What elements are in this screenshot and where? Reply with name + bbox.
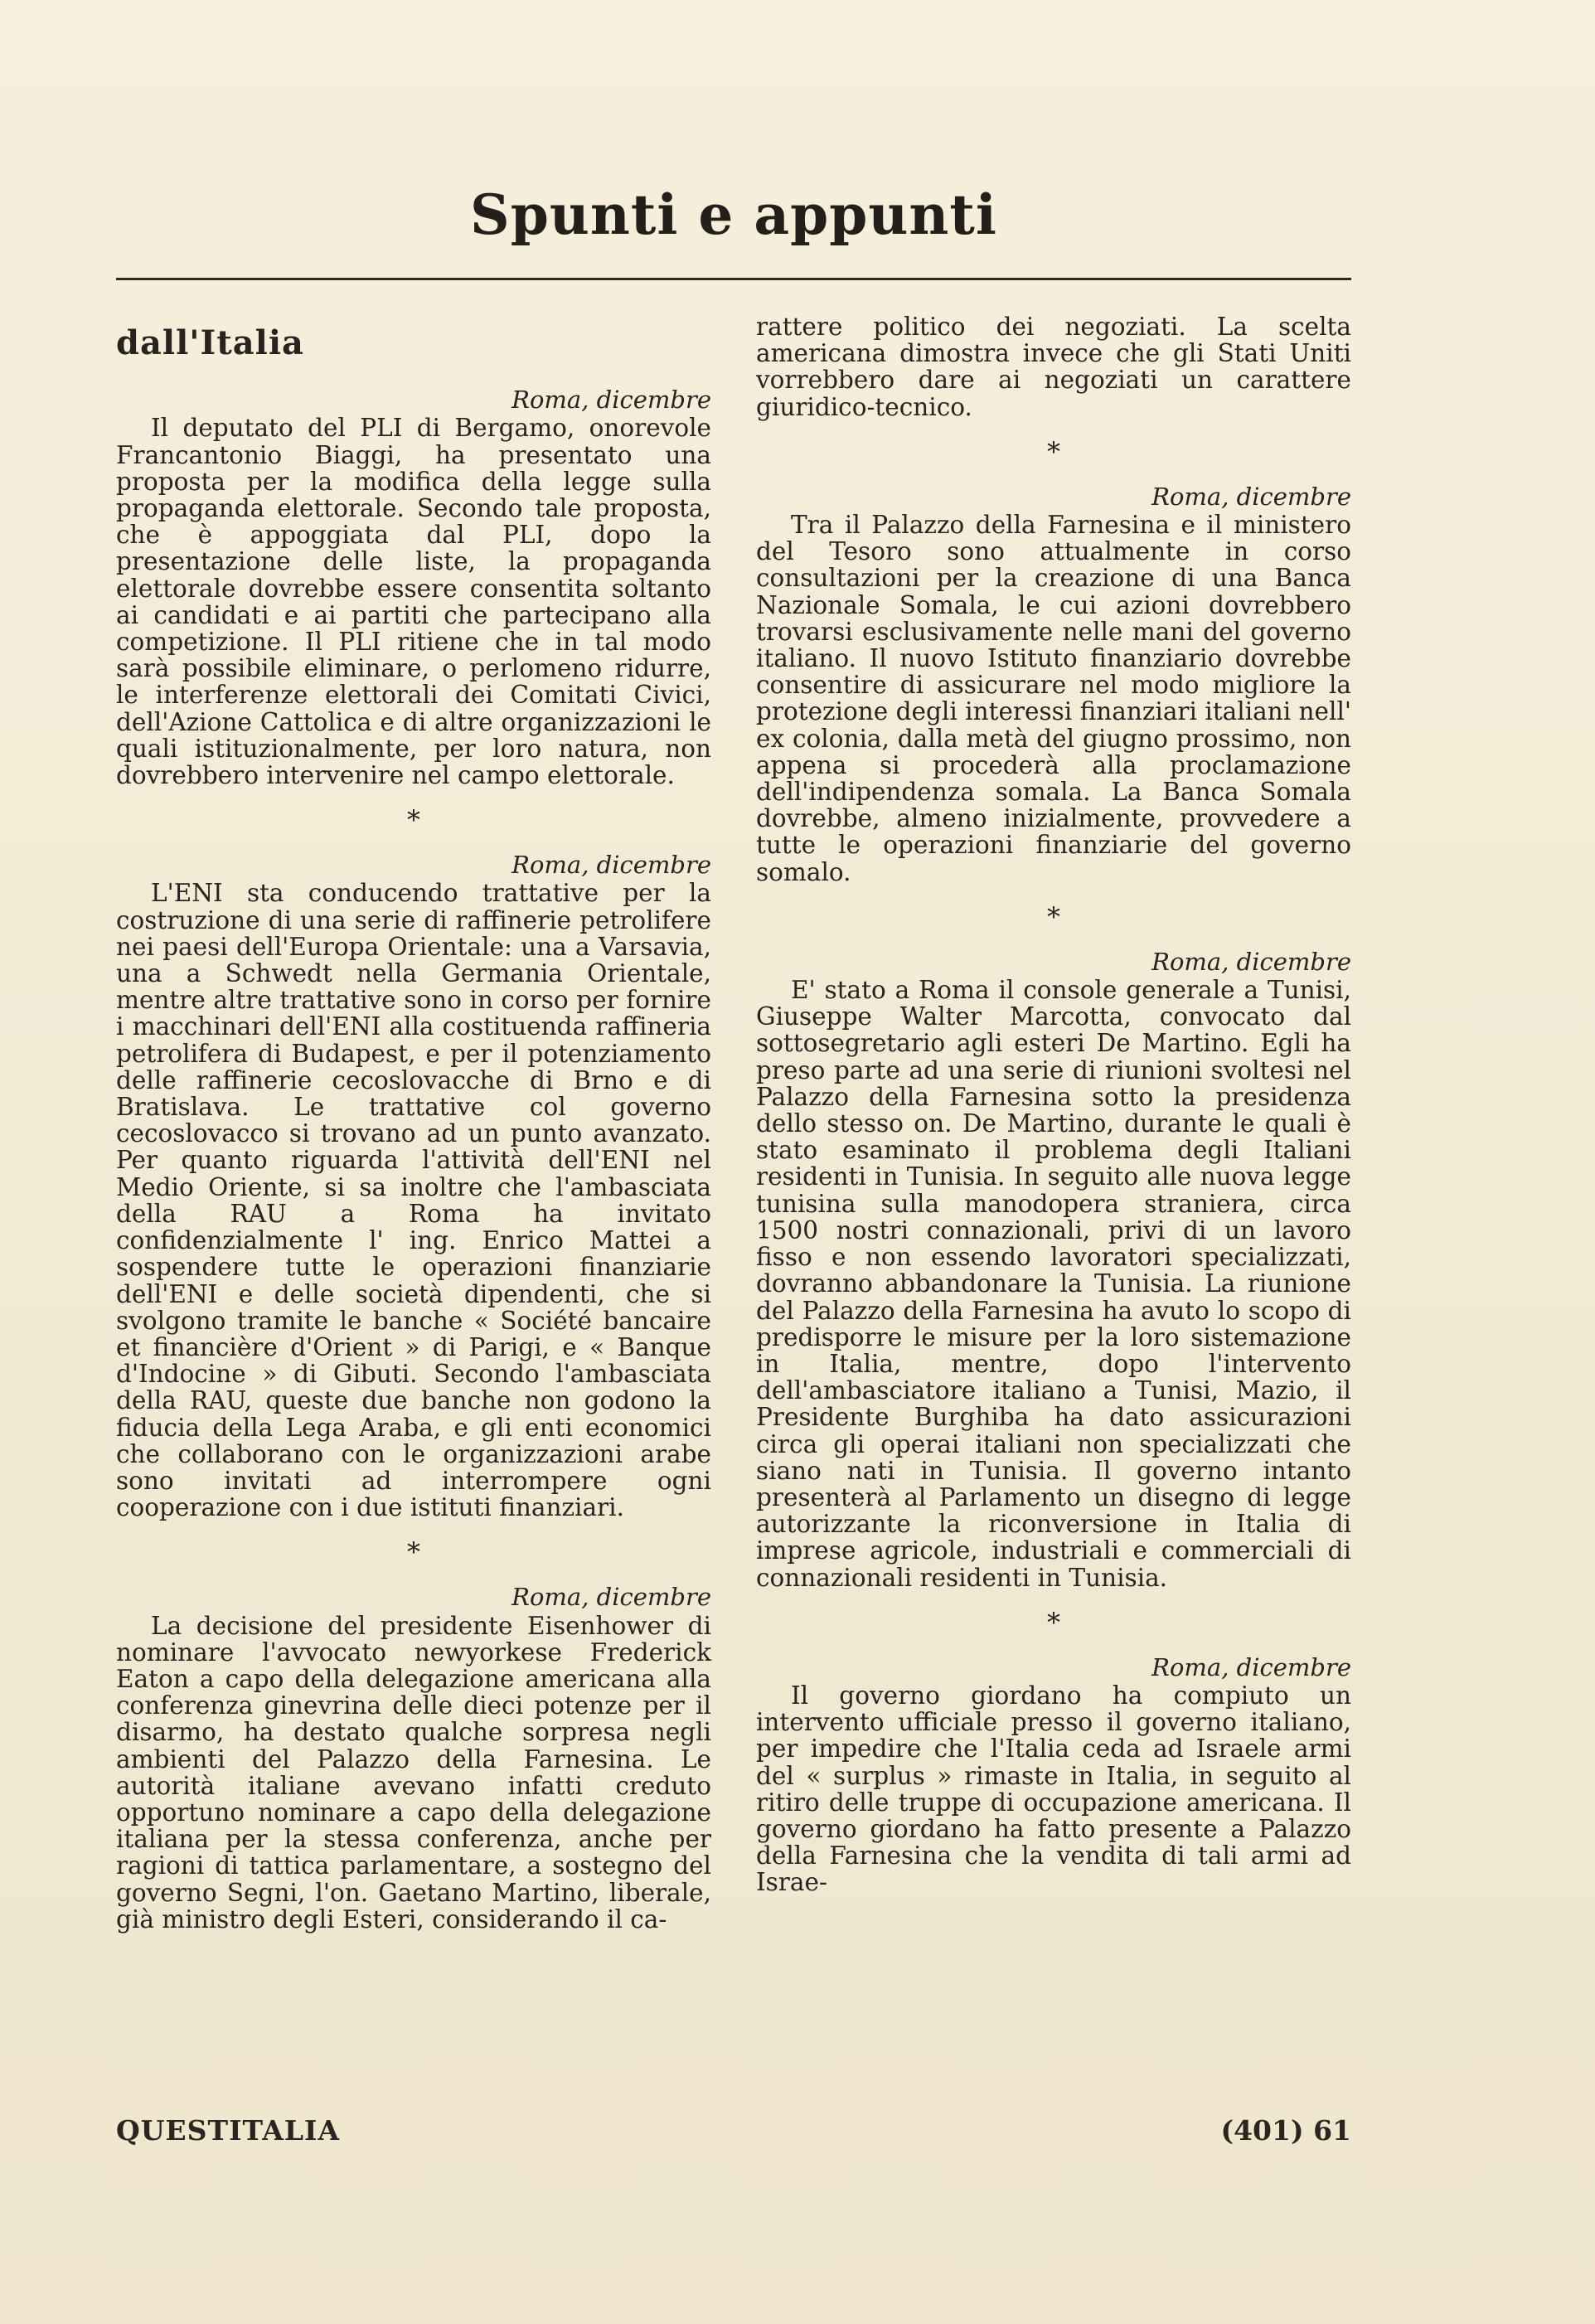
article-continuation: rattere politico dei negoziati. La scelta americana dimostra invece che gli Stati Uniti vorrebbero dare ai negoziati un carattere giuridico-tecnico.: [756, 313, 1351, 421]
title-rule: [116, 278, 1351, 280]
page-title: Spunti e appunti: [470, 182, 997, 247]
page-number: (401) 61: [1220, 2114, 1351, 2147]
article-text: La decisione del presidente Eisenhower di nominare l'avvocato newyorkese Frederick Eaton a capo della delegazione americana alla conferenza ginevrina delle dieci potenze per il disarmo, ha destato qualche sorpresa negli ambienti del Palazzo della Farnesina. Le autorità italiane avevano infatti creduto opportuno nominare a capo della delegazione italiana per la stessa conferenza, anche per ragioni di tattica parlamentare, a sostegno del governo Segni, l'on. Gaetano Martino, liberale, già ministro degli Esteri, considerando il ca-: [116, 1611, 711, 1933]
article: [116, 851, 711, 1521]
separator-asterisk: *: [407, 804, 420, 837]
article: [116, 386, 711, 788]
section-heading: dall'Italia: [116, 323, 304, 362]
article-text: E' stato a Roma il console generale a Tunisi, Giuseppe Walter Marcotta, convocato dal sottosegretario agli esteri De Martino. Egli ha preso parte ad una serie di riunioni svoltesi nel Palazzo della Farnesina sotto la presidenza dello stesso on. De Martino, durante le quali è stato esaminato il problema degli Italiani residenti in Tunisia. In seguito alle nuova legge tunisina sulla manodopera straniera, circa 1500 nostri connazionali, privi di un lavoro fisso e non essendo lavoratori specializzati, dovranno abbandonare la Tunisia. La riunione del Palazzo della Farnesina ha avuto lo scopo di predisporre le misure per la loro sistemazione in Italia, mentre, dopo l'intervento dell'ambasciatore italiano a Tunisi, Mazio, il Presidente Burghiba ha dato assicurazioni circa gli operai italiani non specializzati che siano nati in Tunisia. Il governo intanto presenterà al Parlamento un disegno di legge autorizzante la riconversione in Italia di imprese agricole, industriali e commerciali di connazionali residenti in Tunisia.: [756, 976, 1351, 1592]
separator-asterisk: *: [407, 1536, 420, 1569]
dateline: Roma, dicembre: [1151, 482, 1351, 511]
article-text: Il deputato del PLI di Bergamo, onorevole Francantonio Biaggi, ha presentato una proposta per la modifica della legge sulla propaganda elettorale. Secondo tale proposta, che è appoggiata dal PLI, dopo la presentazione delle liste, la propaganda elettorale dovrebbe essere consentita soltanto ai candidati e ai partiti che partecipano alla competizione. Il PLI ritiene che in tal modo sarà possibile eliminare, o perlomeno ridurre, le interferenze elettorali dei Comitati Civici, dell'Azione Cattolica e di altre organizzazioni le quali istituzionalmente, per loro natura, non dovrebbero intervenire nel campo elettorale.: [116, 414, 711, 790]
dateline: Roma, dicembre: [511, 851, 711, 880]
dateline: Roma, dicembre: [511, 1583, 711, 1612]
dateline: Roma, dicembre: [511, 386, 711, 415]
separator-asterisk: *: [1047, 900, 1060, 933]
article-text: Il governo giordano ha compiuto un intervento ufficiale presso il governo italiano, per impedire che l'Italia ceda ad Israele armi del « surplus » rimaste in Italia, in seguito al ritiro delle truppe di occupazione americana. Il governo giordano ha fatto presente a Palazzo della Farnesina che la vendita di tali armi ad Israe-: [756, 1681, 1351, 1897]
separator-asterisk: *: [1047, 435, 1060, 468]
article-text: L'ENI sta conducendo trattative per la costruzione di una serie di raffinerie petrolifere nei paesi dell'Europa Orientale: una a Varsavia, una a Schwedt nella Germania Orientale, mentre altre trattative sono in corso per fornire i macchinari dell'ENI alla costituenda raffineria petrolifera di Budapest, e per il potenziamento delle raffinerie cecoslovacche di Brno e di Bratislava. Le trattative col governo cecoslovacco si trovano ad un punto avanzato. Per quanto riguarda l'attività dell'ENI nel Medio Oriente, si sa inoltre che l'ambasciata della RAU a Roma ha invitato confidenzialmente l' ing. Enrico Mattei a sospendere tutte le operazioni finanziarie dell'ENI e delle società dipendenti, che si svolgono tramite le banche « Société bancaire et financière d'Orient » di Parigi, e « Banque d'Indocine » di Gibuti. Secondo l'ambasciata della RAU, queste due banche non godono la fiducia della Lega Araba, e gli enti economici che collaborano con le organizzazioni arabe sono invitati ad interrompere ogni cooperazione con i due istituti finanziari.: [116, 879, 711, 1522]
left-column: [116, 313, 711, 1933]
article: [756, 949, 1351, 1591]
journal-name: QUESTITALIA: [116, 2114, 341, 2147]
separator-asterisk: *: [1047, 1606, 1060, 1638]
article: [116, 1584, 711, 1933]
article: [756, 483, 1351, 885]
right-column: [756, 313, 1351, 1896]
dateline: Roma, dicembre: [1151, 947, 1351, 976]
article: [756, 1654, 1351, 1896]
dateline: Roma, dicembre: [1151, 1652, 1351, 1681]
article-text: Tra il Palazzo della Farnesina e il ministero del Tesoro sono attualmente in corso consultazioni per la creazione di una Banca Nazionale Somala, le cui azioni dovrebbero trovarsi esclusivamente nelle mani del governo italiano. Il nuovo Istituto finanziario dovrebbe consentire di assicurare nel modo migliore la protezione degli interessi finanziari italiani nell' ex colonia, dalla metà del giugno prossimo, non appena si procederà alla proclamazione dell'indipendenza somala. La Banca Somala dovrebbe, almeno inizialmente, provvedere a tutte le operazioni finanziarie del governo somalo.: [756, 511, 1351, 886]
